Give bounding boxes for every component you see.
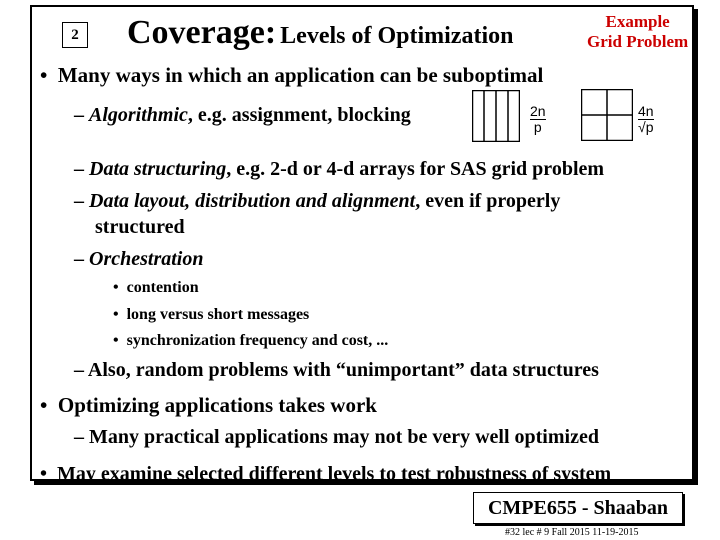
dash: –: [74, 190, 89, 212]
sub-bullet-data-structuring: [74, 158, 604, 181]
orchestration-label: Orchestration: [89, 248, 204, 270]
algorithmic-label: Algorithmic: [89, 104, 188, 126]
bullet-1: [40, 63, 543, 88]
bullet-3: [40, 463, 611, 486]
bullet-2-text: Optimizing applications takes work: [57, 393, 377, 417]
dash: –: [74, 104, 89, 126]
orchestration-item: • long versus short messages: [113, 306, 310, 323]
dash: –: [74, 158, 89, 180]
block-partition-diagram: [581, 89, 633, 141]
fraction-4n-sqrtp: $\frac{4n}{√p}$: [638, 103, 654, 135]
dash: –: [74, 359, 88, 381]
data-structuring-label: Data structuring: [89, 158, 227, 180]
bullet-2: [40, 393, 377, 418]
fraction-2n-p: $\frac{2n}{p}$: [530, 103, 546, 135]
title-main: Coverage:: [127, 14, 277, 51]
orchestration-item: • synchronization frequency and cost, ...: [113, 332, 389, 349]
dash: –: [74, 426, 89, 448]
lecture-meta: #32 lec # 9 Fall 2015 11-19-2015: [505, 527, 639, 538]
course-footer: CMPE655 - Shaaban: [473, 492, 683, 524]
slide-title: [127, 14, 513, 52]
title-sub: Levels of Optimization: [280, 23, 514, 49]
bullet-dot: •: [40, 393, 58, 417]
strip-partition-diagram: [472, 90, 520, 142]
data-structuring-rest: , e.g. 2-d or 4-d arrays for SAS grid problem: [226, 158, 605, 180]
data-layout-continuation: structured: [95, 216, 185, 238]
sub-bullet-also: – Also, random problems with “unimportant” data structures: [74, 359, 599, 381]
data-layout-label: Data layout, distribution and alignment: [89, 190, 416, 212]
bullet-dot: •: [40, 63, 58, 87]
sub-bullet-algorithmic: [74, 104, 411, 127]
example-line-1: Example: [605, 12, 670, 31]
algorithmic-rest: , e.g. assignment, blocking: [187, 104, 411, 126]
dash: –: [74, 248, 89, 270]
bullet-dot: •: [40, 463, 58, 485]
sub-bullet-data-layout: [74, 190, 560, 213]
bullet-1-text: Many ways in which an application can be suboptimal: [57, 63, 544, 87]
sub-bullet-orchestration: [74, 248, 203, 271]
bullet-3-text: May examine selected different levels to test robustness of system: [57, 463, 612, 485]
example-line-2: Grid Problem: [587, 32, 689, 51]
orchestration-item: • contention: [113, 279, 199, 296]
data-layout-rest: , even if properly: [415, 190, 561, 212]
slide-number: 2: [62, 22, 88, 48]
example-label: [587, 12, 688, 52]
sub-bullet-practical: – Many practical applications may not be very well optimized: [74, 426, 599, 448]
